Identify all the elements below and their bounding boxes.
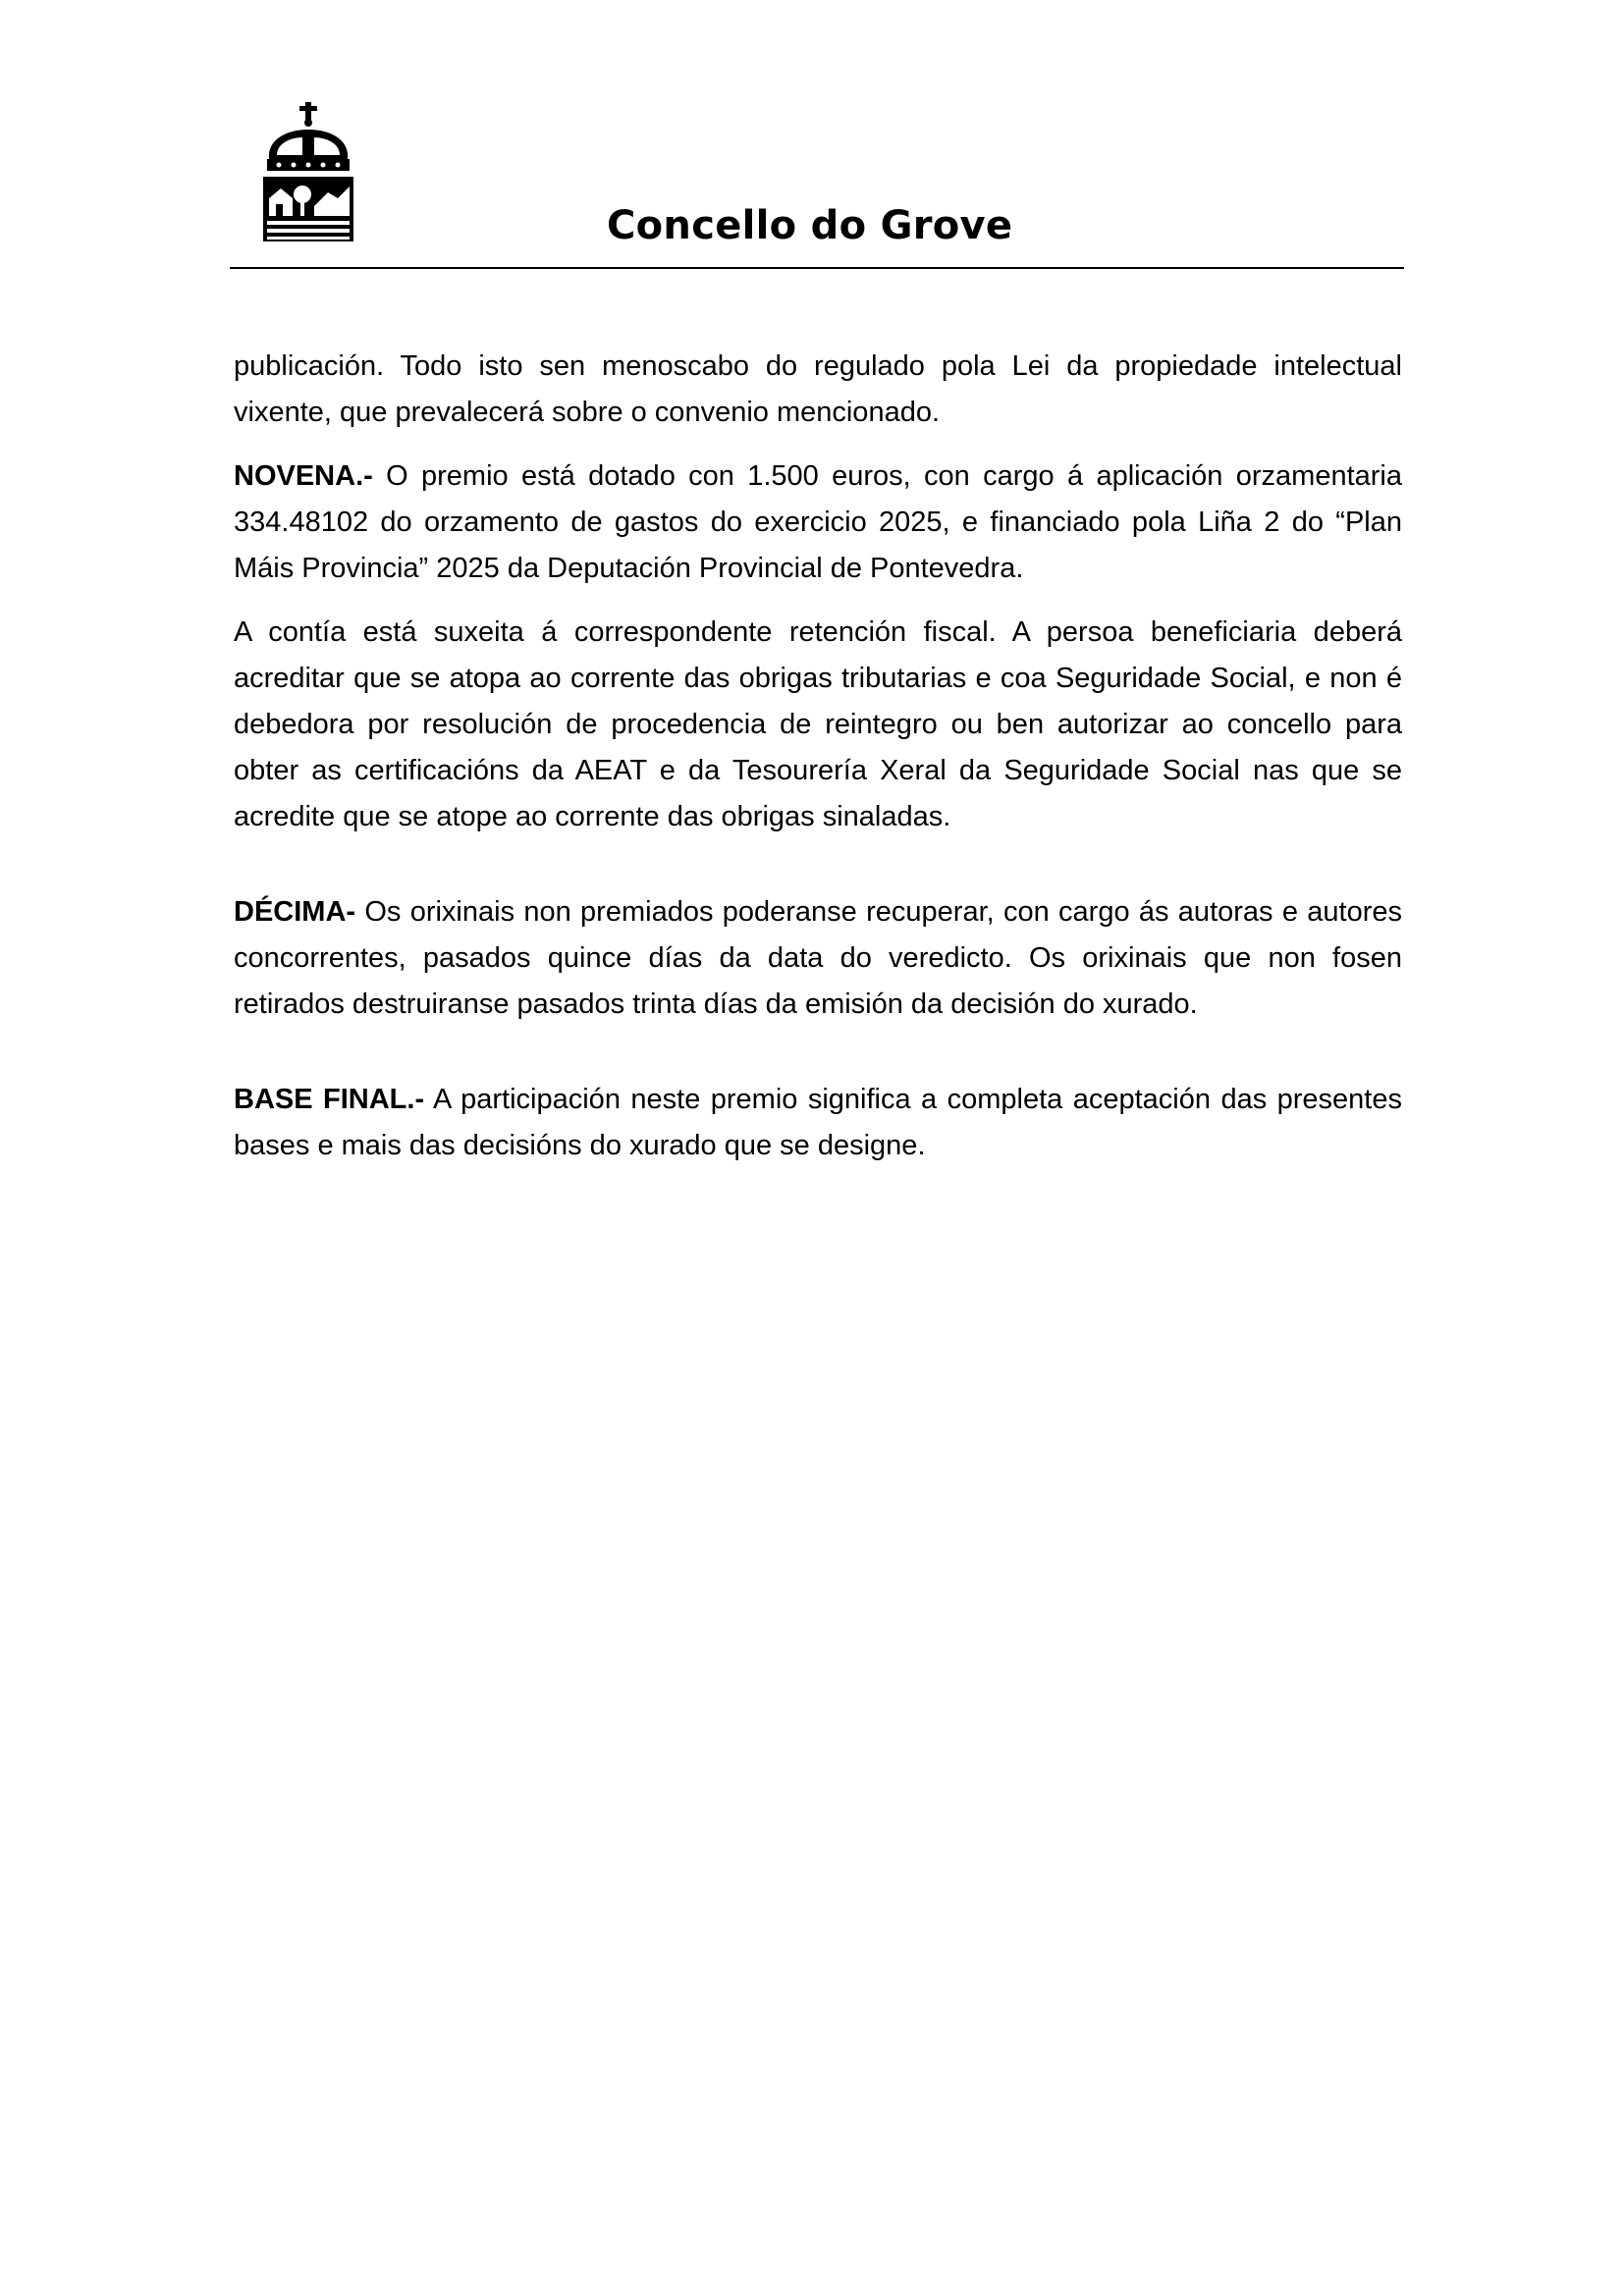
paragraph-text: A contía está suxeita á correspondente retención fiscal. A persoa beneficiaria deberá acreditar que se atopa ao corrente das obrigas tributarias e coa Seguridade Social, e non é debedora por resolución de procedencia de reintegro ou ben autorizar ao concello para obter as certificacións da AEAT e da Tesourería Xeral da Seguridade Social nas que se acredite que se atope ao corrente das obrigas sinaladas. (234, 616, 1402, 832)
paragraph-text: O premio está dotado con 1.500 euros, con cargo á aplicación orzamentaria 334.48102 do orzamento de gastos do exercicio 2025, e financiado pola Liña 2 do “Plan Máis Provincia” 2025 da Deputación Provincial de Pontevedra. (234, 460, 1402, 584)
municipal-crest-icon (259, 96, 357, 245)
paragraph-tax-retention (234, 610, 1402, 840)
paragraph-text: publicación. Todo isto sen menoscabo do regulado pola Lei da propiedade intelectual vixente, que prevalecerá sobre o convenio mencionado. (234, 350, 1402, 428)
paragraph-base-final (234, 1077, 1402, 1169)
paragraph-publication (234, 344, 1402, 436)
clause-heading: BASE FINAL.- (234, 1084, 425, 1115)
page-header (230, 94, 1404, 271)
header-title: Concello do Grove (607, 203, 1013, 248)
paragraph-decima (234, 889, 1402, 1028)
paragraph-text: A participación neste premio significa a completa aceptación das presentes bases e mais das decisións do xurado que se designe. (234, 1084, 1402, 1161)
clause-heading: NOVENA.- (234, 460, 373, 492)
clause-heading: DÉCIMA- (234, 896, 356, 928)
header-divider (230, 267, 1404, 269)
paragraph-text: Os orixinais non premiados poderanse recuperar, con cargo ás autoras e autores concorrentes, pasados quince días da data do veredicto. Os orixinais que non fosen retirados destruiranse pasados trinta días da emisión da decisión do xurado. (234, 896, 1402, 1020)
document-body (234, 344, 1402, 1169)
paragraph-novena (234, 454, 1402, 592)
